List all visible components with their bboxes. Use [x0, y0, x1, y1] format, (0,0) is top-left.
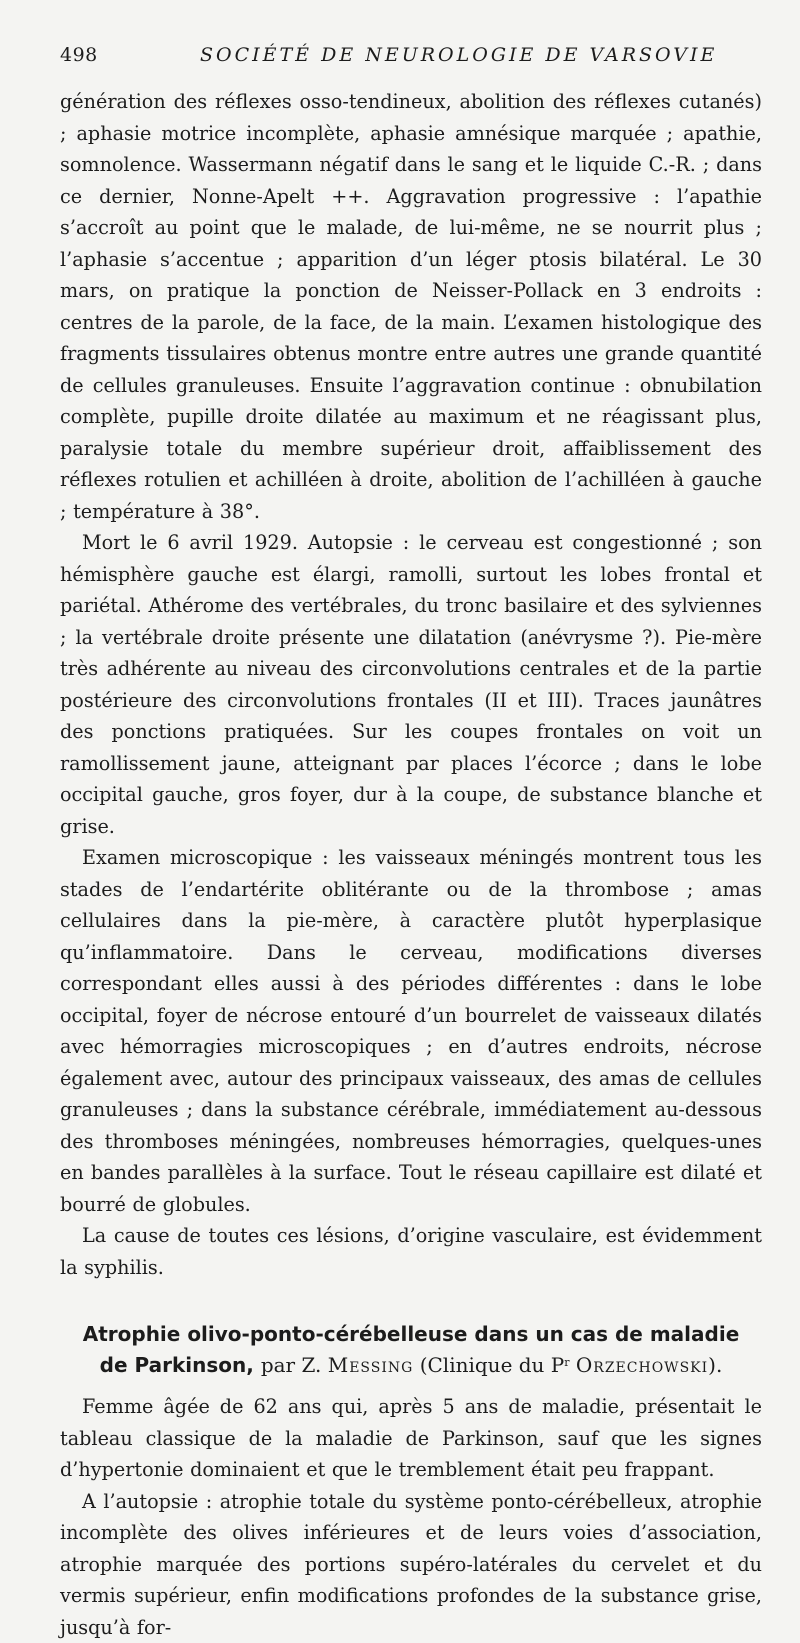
paragraph-autopsy-findings: A l’autopsie : atrophie totale du système ponto-cérébelleux, atrophie incomplète des olives inférieures et de leurs voies d’association, atrophie marquée des portions supéro-latérales du cervelet et du vermis supérieur, enfin modifications profondes de la substance grise, jusqu’à for-	[60, 1486, 762, 1643]
clinic-suffix: ).	[708, 1353, 722, 1377]
clinic-sup: r	[564, 1356, 569, 1369]
paragraph-microscopy: Examen microscopique : les vaisseaux méningés montrent tous les stades de l’endartérite oblitérante ou de la thrombose ; amas cellulaires dans la pie-mère, à caractère plutôt hyperplasique qu’inflammatoire. Dans le cerveau, modifications diverses correspondant elles aussi à des périodes différentes : dans le lobe occipital, foyer de nécrose entouré d’un bourrelet de vaisseaux dilatés avec hémorragies microscopiques ; en d’autres endroits, nécrose également avec, autour des principaux vaisseaux, des amas de cellules granuleuses ; dans la substance cérébrale, immédiatement au-dessous des thromboses méningées, nombreuses hémorragies, quelques-unes en bandes parallèles à la surface. Tout le réseau capillaire est dilaté et bourré de globules.	[60, 842, 762, 1220]
paragraph-autopsy: Mort le 6 avril 1929. Autopsie : le cerveau est congestionné ; son hémisphère gauche est élargi, ramolli, surtout les lobes frontal et pariétal. Athérome des vertébrales, du tronc basilaire et des sylviennes ; la vertébrale droite présente une dilatation (anévrysme ?). Pie-mère très adhérente au niveau des circonvolutions centrales et de la partie postérieure des circonvolutions frontales (II et III). Traces jaunâtres des ponctions pratiquées. Sur les coupes frontales on voit un ramollissement jaune, atteignant par places l’écorce ; dans le lobe occipital gauche, gros foyer, dur à la coupe, de substance blanche et grise.	[60, 527, 762, 842]
paragraph-conclusion: La cause de toutes ces lésions, d’origine vasculaire, est évidemment la syphilis.	[60, 1220, 762, 1283]
section-heading	[60, 1319, 762, 1381]
running-title: SOCIÉTÉ DE NEUROLOGIE DE VARSOVIE	[200, 44, 717, 66]
article-body	[60, 86, 762, 1643]
author-prefix: par Z.	[261, 1353, 322, 1377]
page-header	[60, 44, 760, 74]
page-number: 498	[60, 44, 98, 66]
section-author	[261, 1353, 723, 1377]
paragraph-case-presentation: Femme âgée de 62 ans qui, après 5 ans de maladie, présentait le tableau classique de la maladie de Parkinson, sauf que les signes d’hypertonie dominaient et que le tremblement était peu frappant.	[60, 1391, 762, 1486]
section-title: Atrophie olivo-ponto-cérébelleuse dans un cas de maladie de Parkinson,	[83, 1322, 740, 1377]
author-name: Messing	[328, 1353, 414, 1377]
paragraph-case-continuation: génération des réflexes osso-tendineux, abolition des réflexes cutanés) ; aphasie motrice incomplète, aphasie amnésique marquée ; apathie, somnolence. Wassermann négatif dans le sang et le liquide C.-R. ; dans ce dernier, Nonne-Apelt ++. Aggravation progressive : l’apathie s’accroît au point que le malade, de lui-même, ne se nourrit plus ; l’aphasie s’accentue ; apparition d’un léger ptosis bilatéral. Le 30 mars, on pratique la ponction de Neisser-Pollack en 3 endroits : centres de la parole, de la face, de la main. L’examen histologique des fragments tissulaires obtenus montre entre autres une grande quantité de cellules granuleuses. Ensuite l’aggravation continue : obnubilation complète, pupille droite dilatée au maximum et ne réagissant plus, paralysie totale du membre supérieur droit, affaiblissement des réflexes rotulien et achilléen à droite, abolition de l’achilléen à gauche ; température à 38°.	[60, 86, 762, 527]
clinic-prefix: (Clinique du P	[420, 1353, 565, 1377]
clinic-name: Orzechowski	[576, 1353, 708, 1377]
